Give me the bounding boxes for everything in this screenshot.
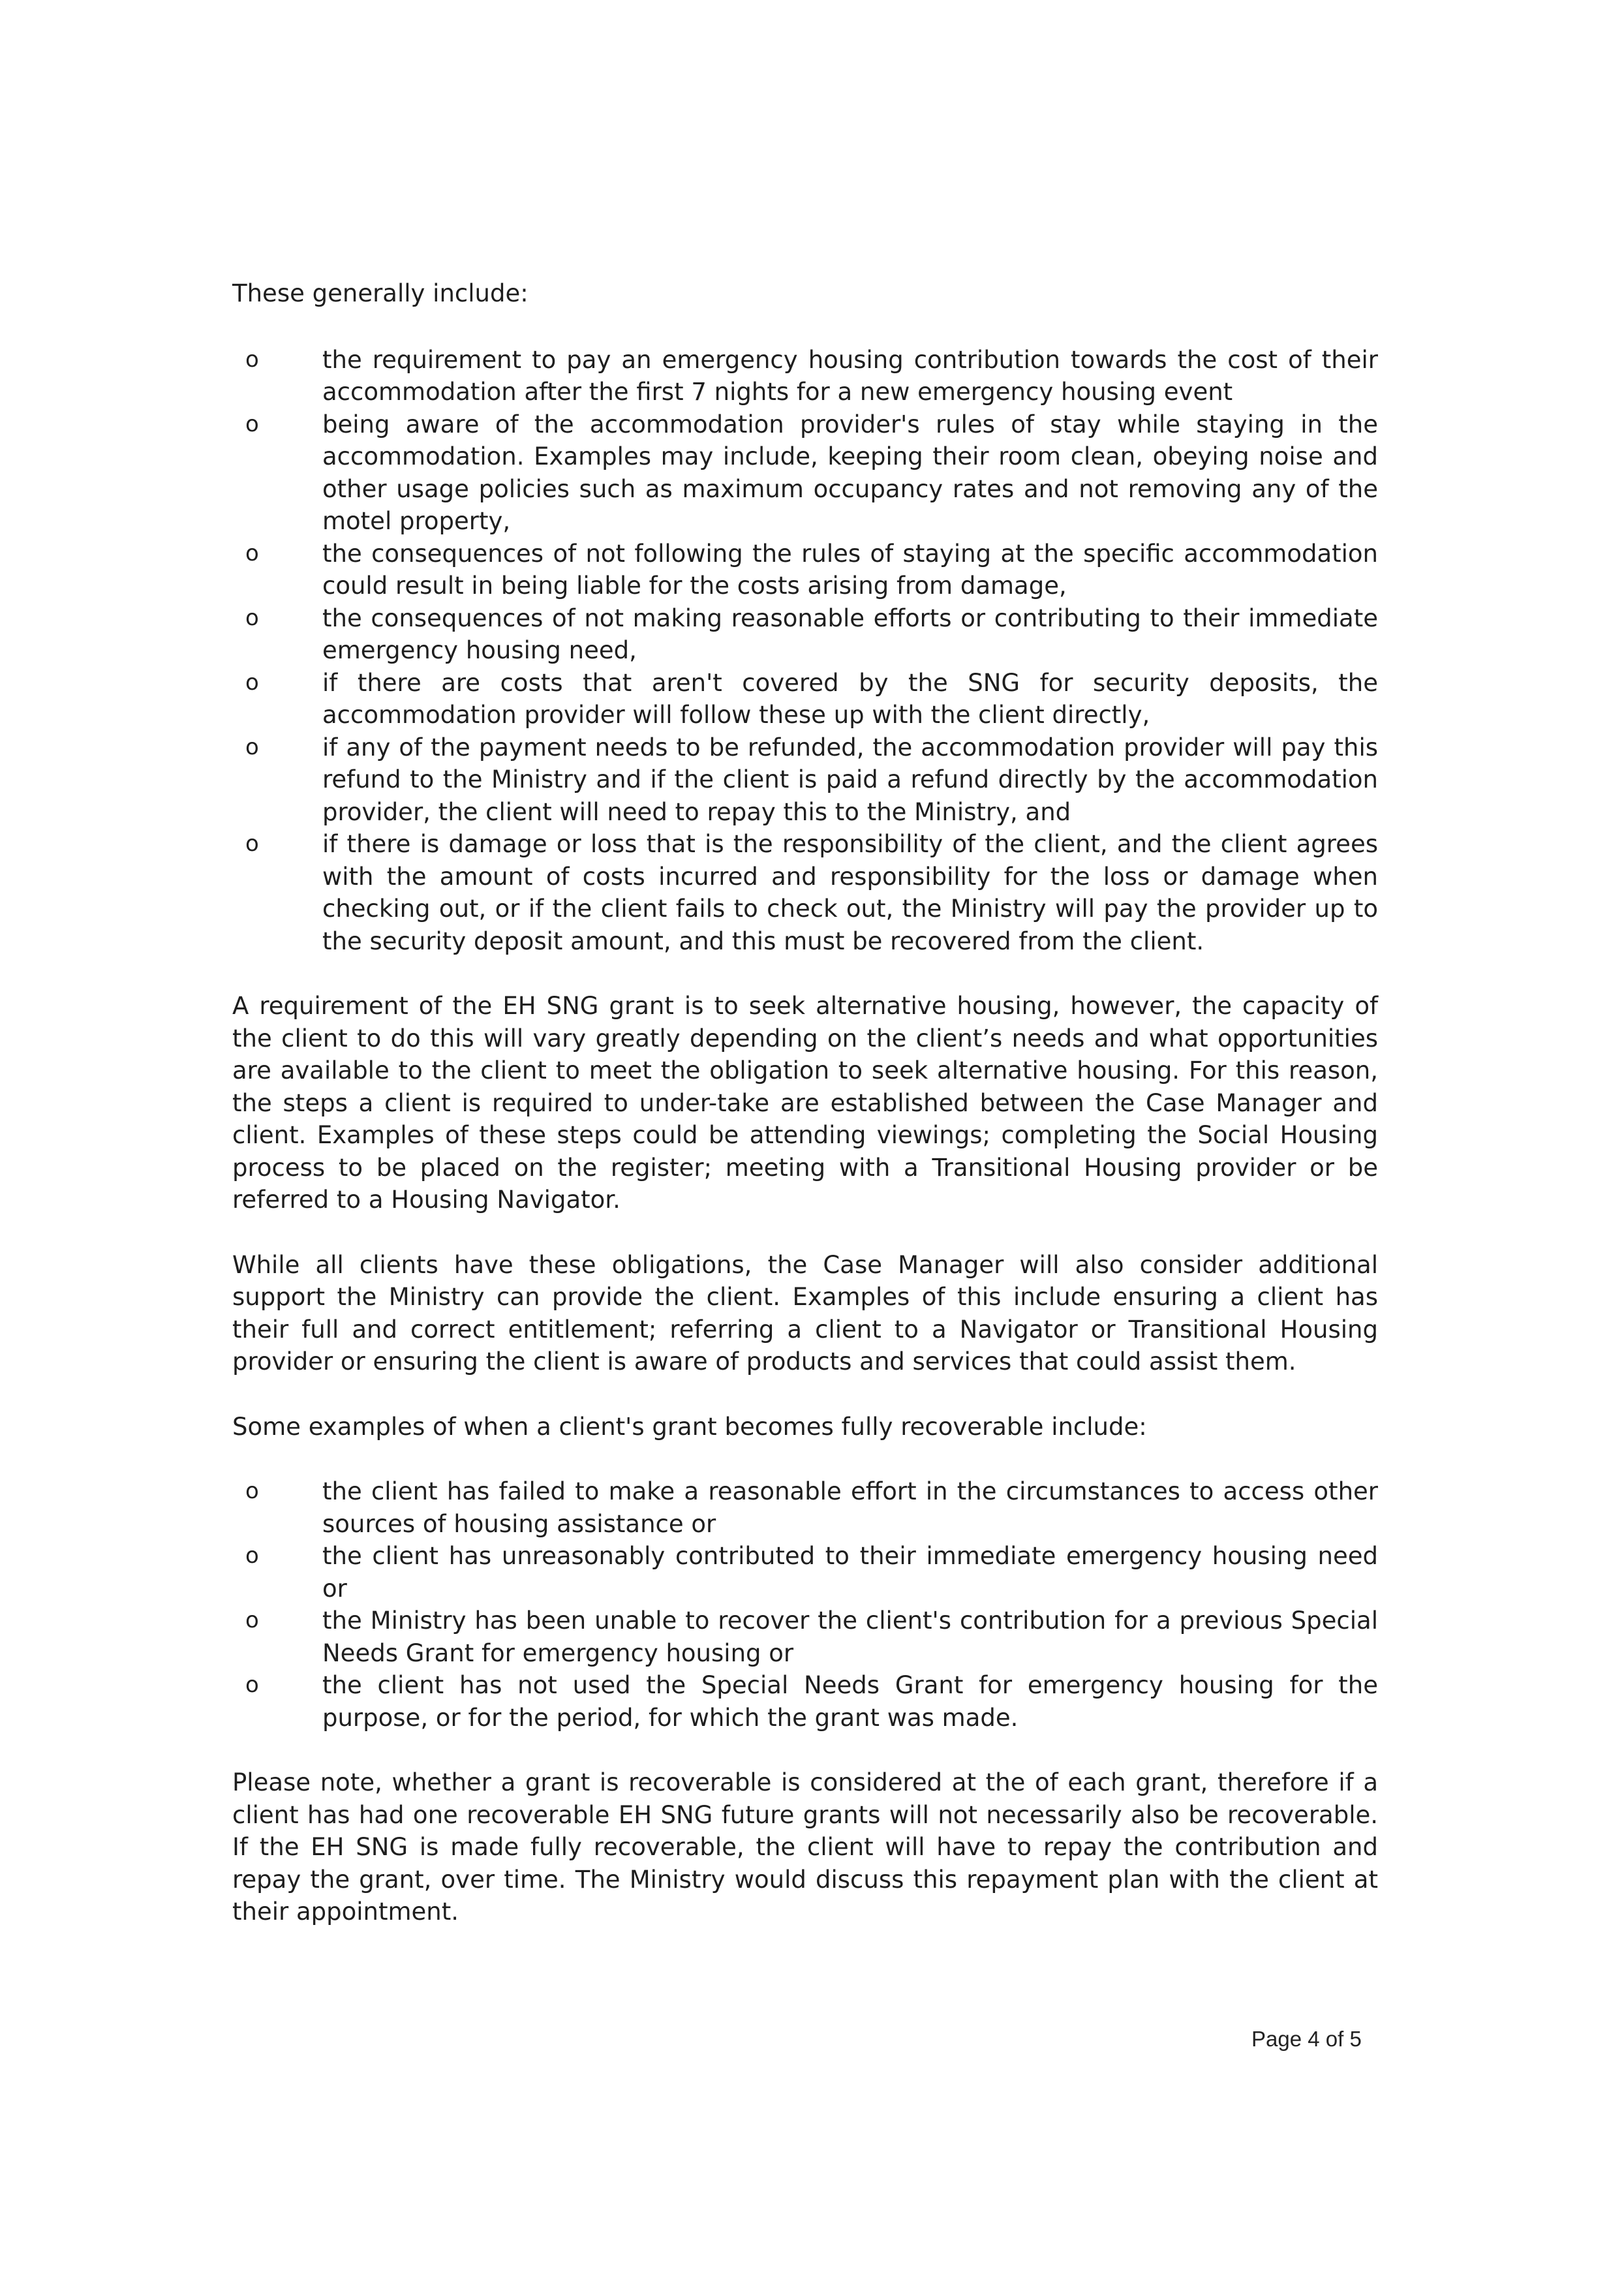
list-item-text: the Ministry has been unable to recover the client's contribution for a previous Special Needs Grant for emergency housing or [322, 1607, 1378, 1667]
bullet-circle-icon: o [245, 1607, 259, 1633]
intro-text: These generally include: [232, 279, 529, 307]
list-item-text: if there is damage or loss that is the responsibility of the client, and the client agrees with the amount of costs incurred and responsibility for the loss or damage when checking out, or if the client fails to check out, the Ministry will pay the provider up to the security deposit amount, and this must be recovered from the client. [322, 830, 1378, 955]
list-item [232, 1669, 1378, 1734]
document-page [232, 277, 1378, 1928]
bullet-circle-icon: o [245, 1543, 259, 1569]
page-number: Page 4 of 5 [1251, 2027, 1362, 2051]
bullet-circle-icon: o [245, 831, 259, 857]
bullet-circle-icon: o [245, 669, 259, 696]
bullet-circle-icon: o [245, 1672, 259, 1698]
list-item-text: being aware of the accommodation provider's rules of stay while staying in the accommodation. Examples may include, keeping their room clean, obeying noise and other usage policies such as maximum occupancy rates and not removing any of the motel property, [322, 410, 1378, 535]
list-item [232, 602, 1378, 667]
spacer [232, 957, 1378, 990]
spacer [232, 1216, 1378, 1249]
list-item-text: the consequences of not following the rules of staying at the specific accommodation could result in being liable for the costs arising from damage, [322, 539, 1378, 600]
recoverable-intro: Some examples of when a client's grant becomes fully recoverable include: [232, 1412, 1147, 1441]
list-item-text: the client has unreasonably contributed to their immediate emergency housing need or [322, 1542, 1378, 1603]
list-item [232, 538, 1378, 602]
spacer [232, 1378, 1378, 1411]
list-item [232, 408, 1378, 538]
recoverable-list [232, 1475, 1378, 1734]
bullet-circle-icon: o [245, 410, 259, 437]
spacer [232, 1734, 1378, 1766]
spacer [232, 1443, 1378, 1475]
list-item [232, 1475, 1378, 1540]
bullet-circle-icon: o [245, 540, 259, 566]
bullet-circle-icon: o [245, 604, 259, 631]
list-item-text: the client has not used the Special Needs Grant for emergency housing for the purpose, or for the period, for which the grant was made. [322, 1671, 1378, 1732]
list-item [232, 667, 1378, 731]
list-item [232, 828, 1378, 957]
list-item [232, 1540, 1378, 1605]
bullet-circle-icon: o [245, 733, 259, 760]
list-item-text: if there are costs that aren't covered by the SNG for security deposits, the accommodation provider will follow these up with the client directly, [322, 668, 1378, 729]
additional-support-paragraph: While all clients have these obligations, the Case Manager will also consider additional support the Ministry can provide the client. Examples of this include ensuring a client has their full and correct entitlement; referring a client to a Navigator or Transitional Housing provider or ensuring the client is aware of products and services that could assist them. [232, 1250, 1378, 1376]
bullet-circle-icon: o [245, 346, 259, 373]
bullet-circle-icon: o [245, 1478, 259, 1504]
alternative-housing-paragraph: A requirement of the EH SNG grant is to seek alternative housing, however, the capacity of the client to do this will vary greatly depending on the client’s needs and what opportunities are available to the client to meet the obligation to seek alternative housing. For this reason, the steps a client is required to under-take are established between the Case Manager and client. Examples of these steps could be attending viewings; completing the Social Housing process to be placed on the register; meeting with a Transitional Housing provider or be referred to a Housing Navigator. [232, 992, 1378, 1214]
list-item-text: the requirement to pay an emergency housing contribution towards the cost of their accommodation after the first 7 nights for a new emergency housing event [322, 345, 1378, 406]
list-item [232, 344, 1378, 408]
list-item-text: the client has failed to make a reasonable effort in the circumstances to access other sources of housing assistance or [322, 1477, 1378, 1538]
list-item-text: if any of the payment needs to be refunded, the accommodation provider will pay this refund to the Ministry and if the client is paid a refund directly by the accommodation provider, the client will need to repay this to the Ministry, and [322, 733, 1378, 826]
obligations-list [232, 344, 1378, 958]
list-item [232, 731, 1378, 829]
please-note-paragraph: Please note, whether a grant is recoverable is considered at the of each grant, therefore if a client has had one recoverable EH SNG future grants will not necessarily also be recoverable. If the EH SNG is made fully recoverable, the client will have to repay the contribution and repay the grant, over time. The Ministry would discuss this repayment plan with the client at their appointment. [232, 1768, 1378, 1926]
list-item [232, 1605, 1378, 1669]
list-item-text: the consequences of not making reasonable efforts or contributing to their immediate emergency housing need, [322, 604, 1378, 664]
